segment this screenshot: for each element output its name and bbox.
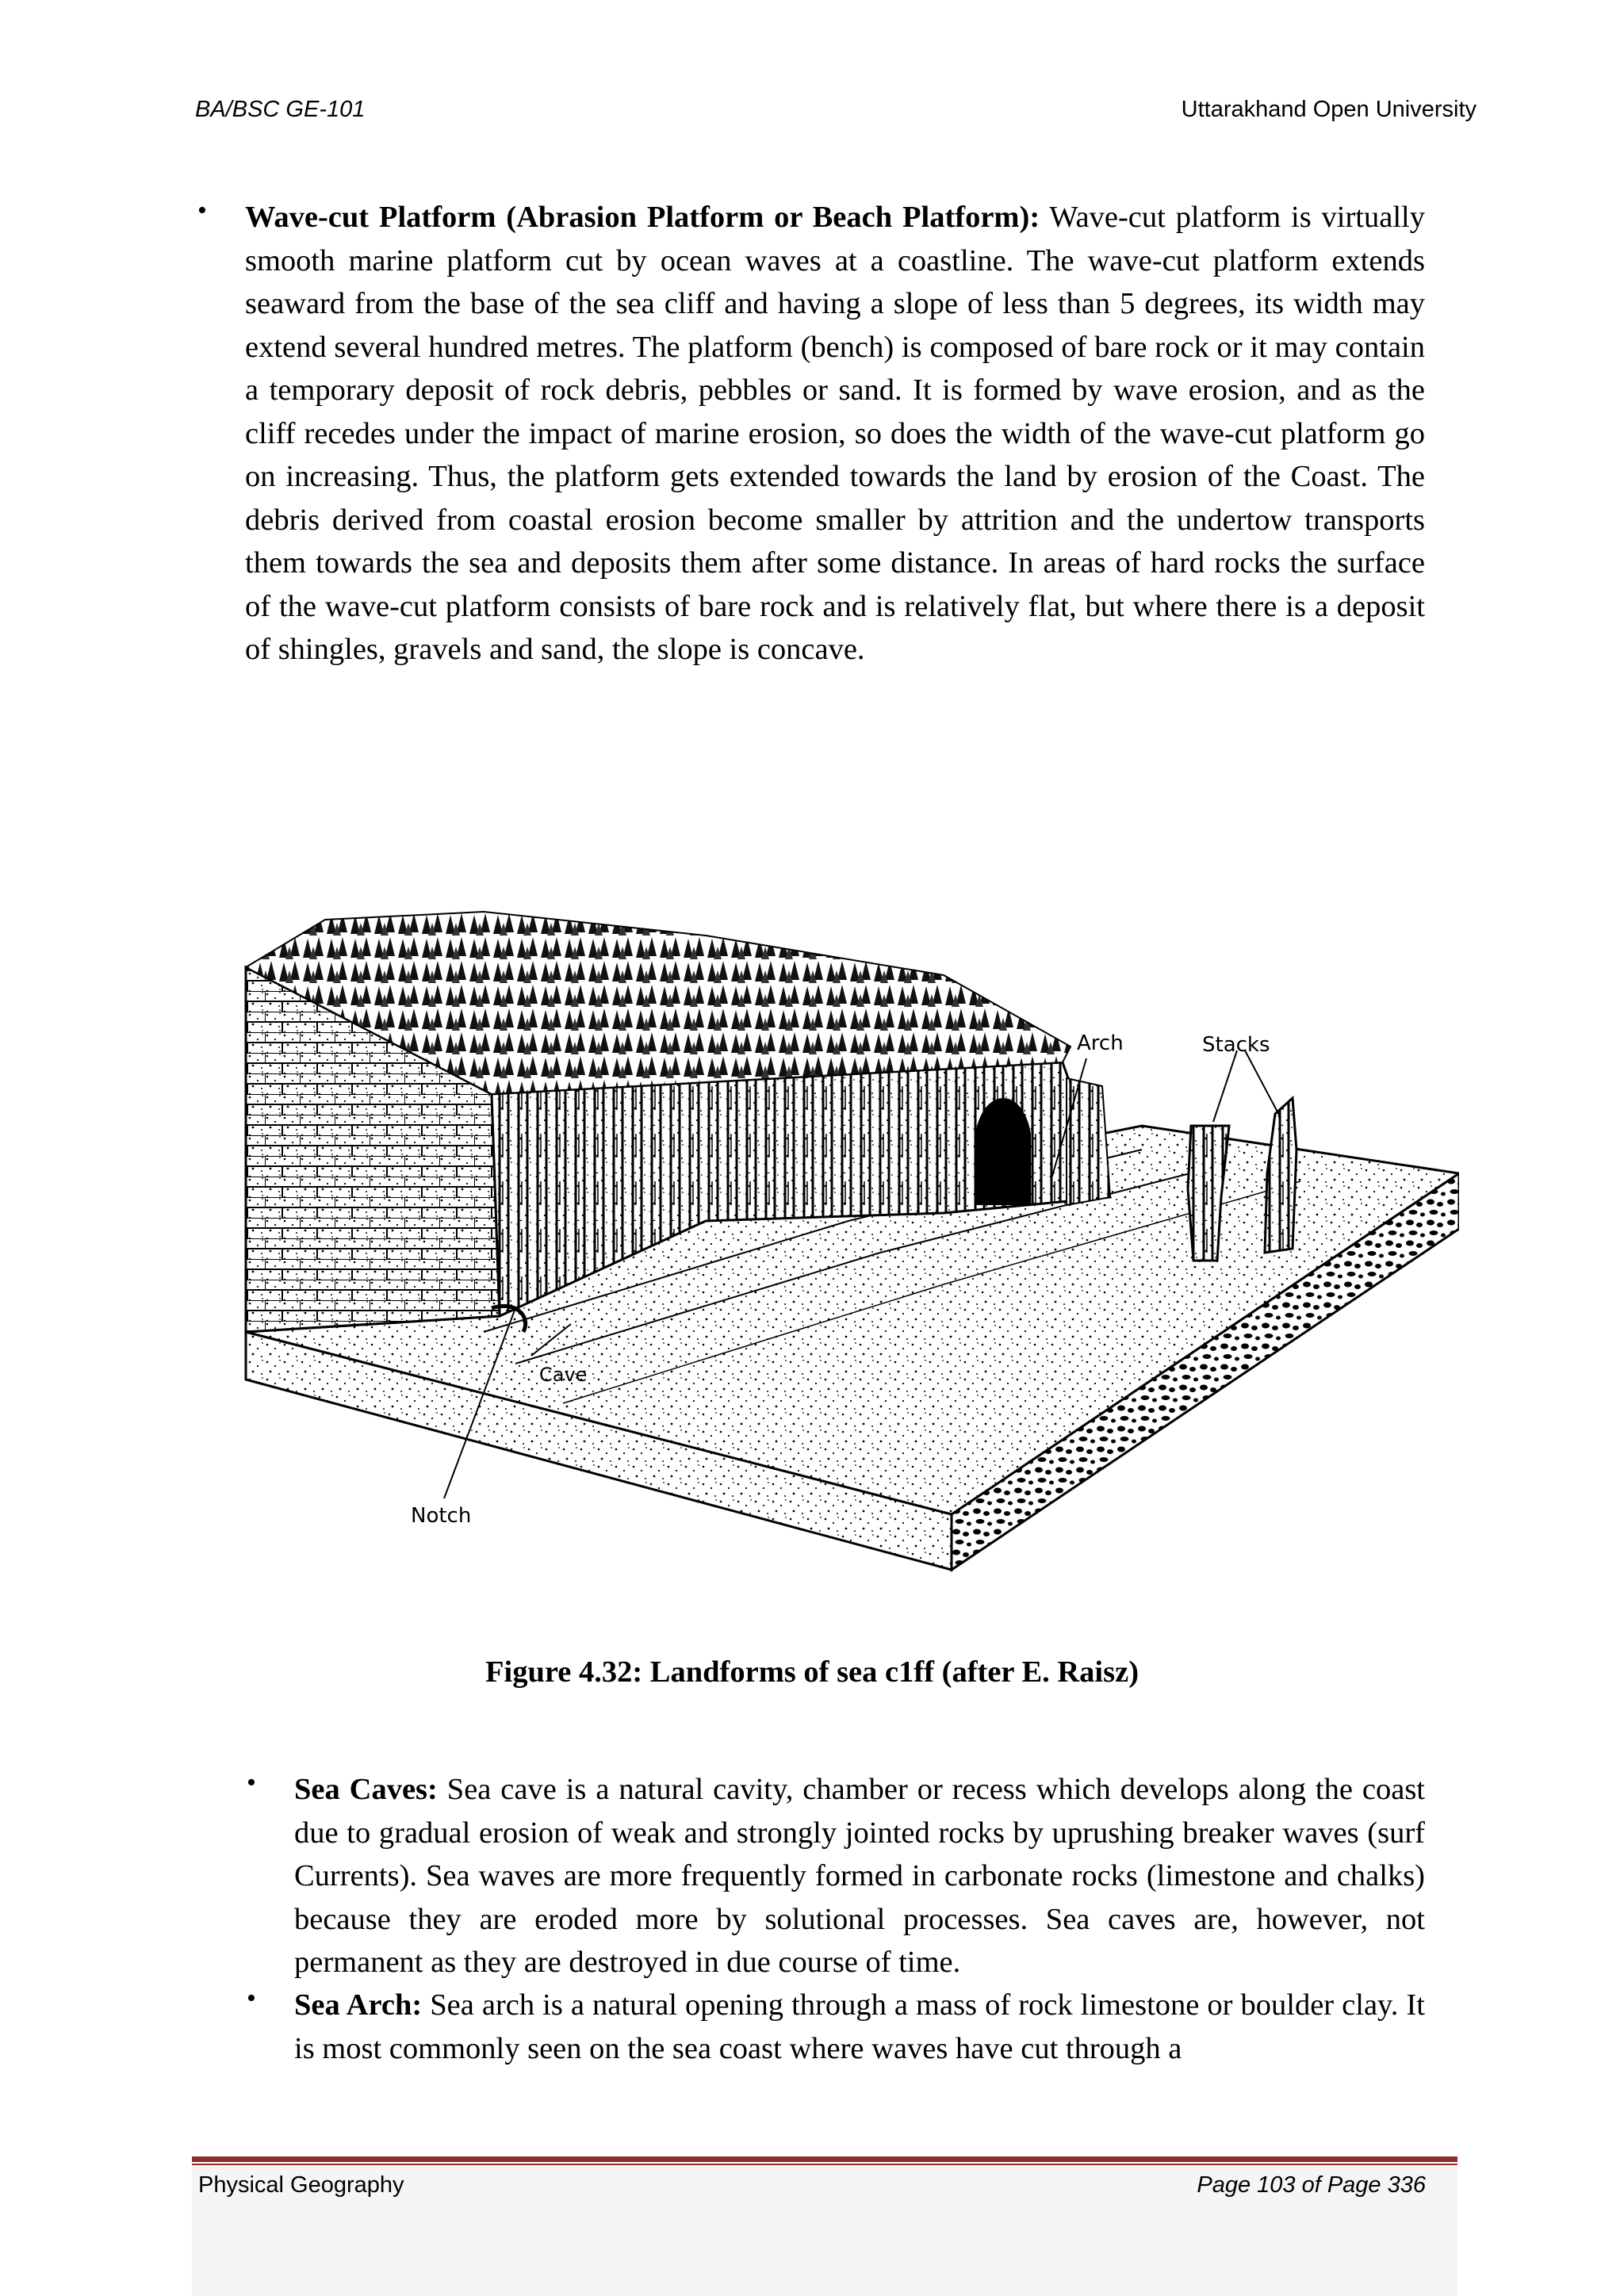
sea-arch-text: Sea arch is a natural opening through a mass of rock limestone or boulder clay. It is most commonly seen on the sea coast where waves have cut through a [294,1988,1425,2065]
wave-cut-platform-paragraph [245,196,1425,672]
sea-caves-paragraph [294,1768,1425,1984]
footer-rule [192,2156,1457,2162]
page-number: Page 103 of Page 336 [1197,2172,1426,2198]
sea-caves-text: Sea cave is a natural cavity, chamber or recess which develops along the coast due to gradual erosion of weak and strongly jointed rocks by uprushing breaker waves (surf Currents). Sea waves are more frequently formed in carbonate rocks (limestone and chalks) because they are eroded more by solutional processes. Sea caves are, however, not permanent as they are destroyed in due course of time. [294,1773,1425,1979]
sea-arch-paragraph [294,1984,1425,2070]
wave-cut-platform-text: Wave-cut platform is virtually smooth marine platform cut by ocean waves at a coastline. The wave-cut platform extends seaward from the base of the sea cliff and having a slope of less than 5 degrees, its width may extend several hundred metres. The platform (bench) is composed of bare rock or it may contain a temporary deposit of rock debris, pebbles or sand. It is formed by wave erosion, and as the cliff recedes under the impact of marine erosion, so does the width of the wave-cut platform go on increasing. Thus, the platform gets extended towards the land by erosion of the Coast. The debris derived from coastal erosion become smaller by attrition and the undertow transports them towards the sea and deposits them after some distance. In areas of hard rocks the surface of the wave-cut platform consists of bare rock and is relatively flat, but where there is a deposit of shingles, gravels and sand, the slope is concave. [245,201,1425,666]
bullet-marker: • [247,1768,256,1797]
figure-label-stacks: Stacks [1202,1033,1270,1057]
figure-label-notch: Notch [411,1504,472,1528]
running-header-course: BA/BSC GE-101 [195,97,366,122]
term-wave-cut-platform: Wave-cut Platform (Abrasion Platform or Beach Platform): [245,201,1040,234]
figure-caption: Figure 4.32: Landforms of sea c1ff (after E. Raisz) [485,1655,1139,1689]
bullet-marker: • [197,196,207,225]
running-header-university: Uttarakhand Open University [1181,97,1477,122]
footer-subject: Physical Geography [198,2172,404,2198]
term-sea-arch: Sea Arch: [294,1988,423,2022]
term-sea-caves: Sea Caves: [294,1773,438,1806]
figure-label-cave: Cave [539,1364,588,1386]
figure-label-arch: Arch [1077,1031,1124,1055]
sea-cliff-figure [230,888,1459,1649]
bullet-marker: • [247,1984,256,2013]
